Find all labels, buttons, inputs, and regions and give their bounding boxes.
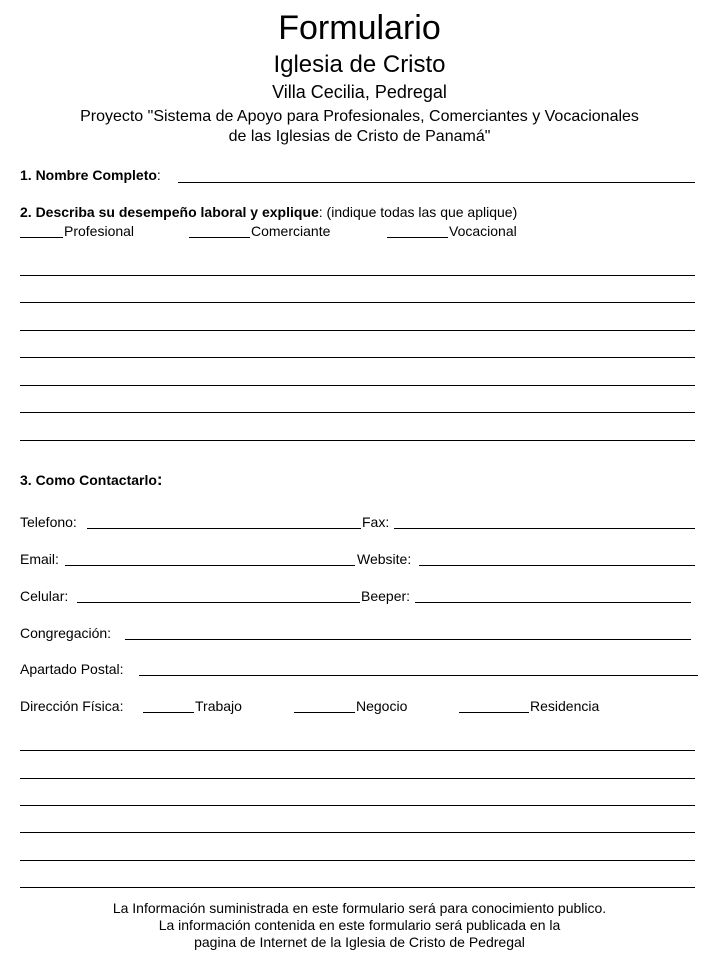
contact-section-label bbox=[20, 472, 163, 488]
work-description-line-1[interactable] bbox=[20, 261, 695, 276]
apartado-postal-input[interactable] bbox=[139, 661, 698, 676]
negocio-check-input[interactable] bbox=[294, 698, 355, 713]
vocacional-option-label: Vocacional bbox=[449, 223, 517, 239]
work-description-line-4[interactable] bbox=[20, 343, 695, 358]
work-description-line-7[interactable] bbox=[20, 426, 695, 441]
address-line-2[interactable] bbox=[20, 764, 695, 779]
direccion-fisica-label: Dirección Física: bbox=[20, 698, 124, 714]
project-title-line1: Proyecto "Sistema de Apoyo para Profesionales, Comerciantes y Vocacionales bbox=[80, 108, 639, 125]
telefono-input[interactable] bbox=[87, 514, 361, 529]
work-description-hint: : (indique todas las que aplique) bbox=[318, 204, 518, 220]
form-title: Formulario bbox=[278, 9, 441, 47]
negocio-option-label: Negocio bbox=[356, 698, 408, 714]
address-line-4[interactable] bbox=[20, 818, 695, 833]
full-name-input[interactable] bbox=[178, 168, 695, 183]
work-description-label bbox=[20, 204, 517, 220]
work-description-line-6[interactable] bbox=[20, 398, 695, 413]
fax-label: Fax: bbox=[362, 514, 390, 530]
residencia-check-input[interactable] bbox=[459, 698, 529, 713]
celular-input[interactable] bbox=[77, 588, 360, 603]
congregacion-input[interactable] bbox=[125, 625, 691, 640]
full-name-label bbox=[20, 167, 161, 183]
address-line-6[interactable] bbox=[20, 873, 695, 888]
congregacion-label: Congregación: bbox=[20, 625, 112, 641]
footer-note-line2: La información contenida en este formulario será publicada en la bbox=[158, 917, 561, 933]
email-label: Email: bbox=[20, 551, 59, 567]
address-line-5[interactable] bbox=[20, 846, 695, 861]
work-description-line-2[interactable] bbox=[20, 288, 695, 303]
work-description-line-5[interactable] bbox=[20, 371, 695, 386]
full-name-label-text: 1. Nombre Completo bbox=[20, 167, 157, 183]
residencia-option-label: Residencia bbox=[530, 698, 600, 714]
work-description-line-3[interactable] bbox=[20, 316, 695, 331]
website-label: Website: bbox=[357, 551, 412, 567]
email-input[interactable] bbox=[65, 551, 355, 566]
fax-input[interactable] bbox=[394, 514, 695, 529]
telefono-label: Telefono: bbox=[20, 514, 77, 530]
vocacional-check-input[interactable] bbox=[387, 223, 448, 238]
contact-section-label-text: 3. Como Contactarlo bbox=[20, 472, 157, 488]
website-input[interactable] bbox=[419, 551, 695, 566]
full-name-colon: : bbox=[156, 167, 161, 183]
address-line-3[interactable] bbox=[20, 791, 695, 806]
profesional-check-input[interactable] bbox=[20, 223, 63, 238]
apartado-postal-label: Apartado Postal: bbox=[20, 661, 124, 677]
address-line-1[interactable] bbox=[20, 736, 695, 751]
trabajo-option-label: Trabajo bbox=[195, 698, 242, 714]
celular-label: Celular: bbox=[20, 588, 69, 604]
footer-note-line3: pagina de Internet de la Iglesia de Cristo de Pedregal bbox=[194, 934, 525, 950]
church-location: Villa Cecilia, Pedregal bbox=[272, 82, 447, 102]
trabajo-check-input[interactable] bbox=[143, 698, 194, 713]
contact-section-colon: : bbox=[156, 470, 163, 489]
beeper-label: Beeper: bbox=[361, 588, 411, 604]
comerciante-check-input[interactable] bbox=[189, 223, 250, 238]
comerciante-option-label: Comerciante bbox=[251, 223, 331, 239]
church-name: Iglesia de Cristo bbox=[273, 51, 446, 78]
beeper-input[interactable] bbox=[415, 588, 691, 603]
work-description-label-text: 2. Describa su desempeño laboral y explique bbox=[20, 204, 319, 220]
project-title-line2: de las Iglesias de Cristo de Panamá" bbox=[228, 128, 491, 145]
profesional-option-label: Profesional bbox=[64, 223, 135, 239]
footer-note-line1: La Información suministrada en este formulario será para conocimiento publico. bbox=[112, 900, 607, 916]
